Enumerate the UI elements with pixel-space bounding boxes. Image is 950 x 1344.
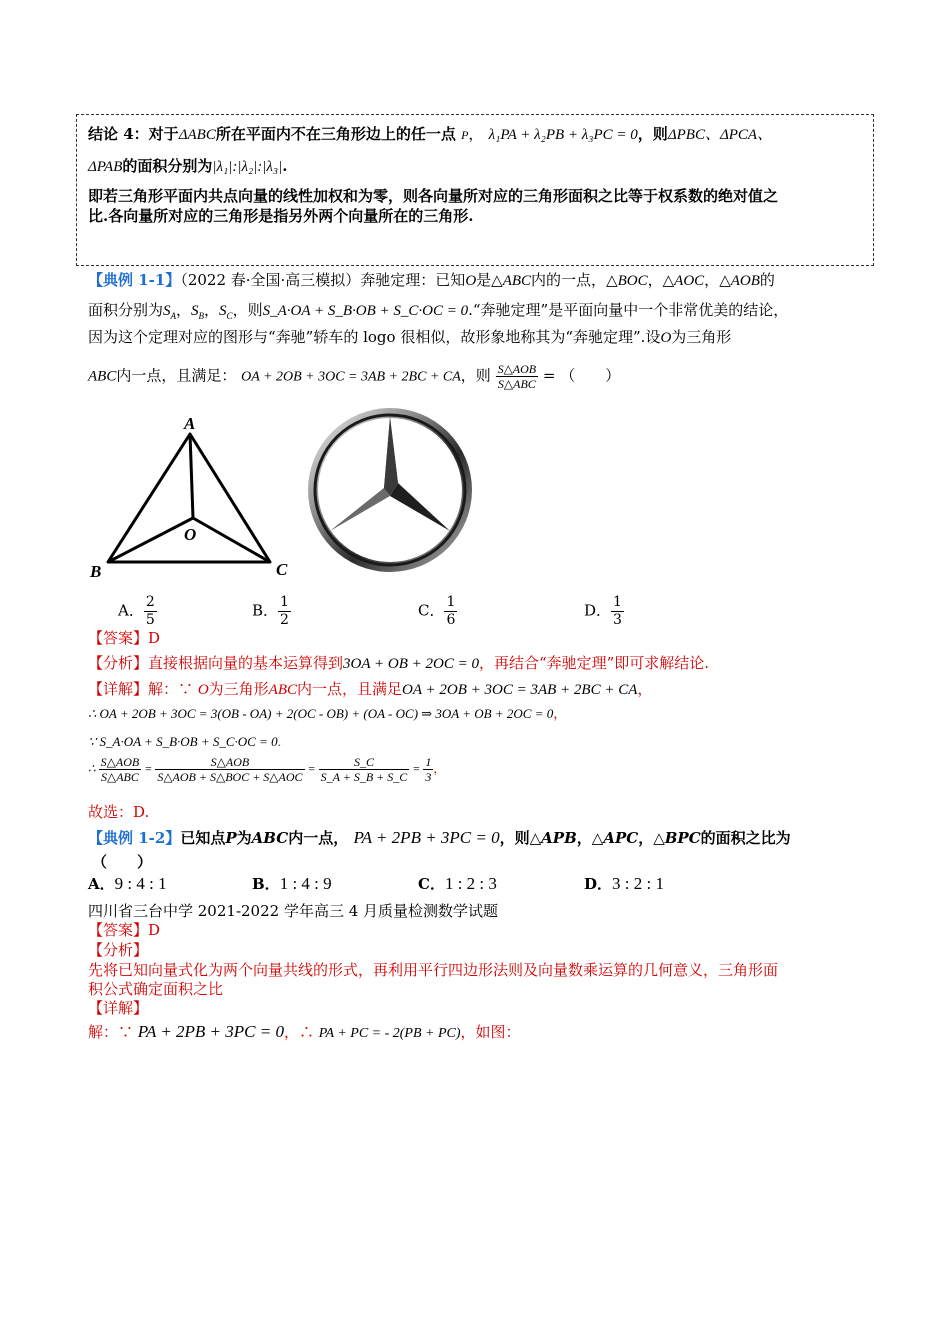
- label-c: C: [276, 560, 288, 579]
- example1-step-1: ∴ OA + 2OB + 3OC = 3(OB - OA) + 2(OC - OB) + (OA - OC) ⇒ 3OA + OB + 2OC = 0，: [88, 706, 567, 721]
- example2-option-b[interactable]: B．1 : 4 : 9: [252, 874, 332, 893]
- example2-question: 【典例 1-2】已知点P为ABC内一点， PA + 2PB + 3PC = 0，则△APB，△APC，△BPC的面积之比为: [88, 828, 791, 847]
- example1-ratio-fraction: $\frac{\text{S△AOB}}{\text{S△ABC}}$: [497, 362, 537, 391]
- example2-detail-tag: 【详解】: [88, 999, 149, 1017]
- example2-tag: 【典例 1-2】: [88, 829, 181, 847]
- segment-ao: [190, 434, 193, 518]
- segment-co: [193, 518, 270, 562]
- example1-option-b[interactable]: B． $\frac{1}{2}$: [252, 594, 289, 628]
- example1-answer: 【答案】D: [88, 629, 161, 647]
- example1-option-d[interactable]: D． $\frac{1}{3}$: [584, 594, 622, 628]
- example1-detail: 【详解】解：∵ O为三角形ABC内一点，且满足OA + 2OB + 3OC = 3AB + 2BC + CA，: [88, 680, 653, 698]
- example1-step-2: ∵ S_A·OA + S_B·OB + S_C·OC = 0.: [88, 734, 281, 749]
- example2-answer: 【答案】D: [88, 921, 161, 939]
- conclusion-line-4: 比.各向量所对应的三角形是指另外两个向量所在的三角形.: [88, 207, 474, 225]
- example2-analysis-tag: 【分析】: [88, 941, 149, 959]
- example1-choose: 故选：D.: [88, 803, 150, 821]
- example1-step-3: ∴ $\frac{\text{S△AOB}}{\text{S△ABC}}$ = $\frac{\text{S△AOB}}{\text{S△AOB + S△BOC + S△AOC}}$ = $\frac{S\_C}{S\_A + S\_B + S\_C}$ = $\frac{1}{3}$ ，: [88, 755, 446, 784]
- triangle-figure: [86, 410, 296, 585]
- example2-analysis-line-1: 先将已知向量式化为两个向量共线的形式，再利用平行四边形法则及向量数乘运算的几何意义，三角形面: [88, 961, 779, 979]
- example2-option-a[interactable]: A．9 : 4 : 1: [88, 874, 167, 893]
- benz-logo-icon: [300, 403, 480, 578]
- conclusion-line-1: 结论 4：对于ΔABC所在平面内不在三角形边上的任一点 P， λ₁PA + λ₂PB + λ₃PC = 0，则ΔPBC、ΔPCA、: [88, 125, 773, 143]
- label-b: B: [90, 562, 102, 581]
- conclusion-line-3: 即若三角形平面内共点向量的线性加权和为零，则各向量所对应的三角形面积之比等于权系数的绝对值之: [88, 187, 779, 205]
- label-o: O: [184, 525, 197, 544]
- example1-line-1: 【典例 1-1】（2022 春·全国·高三模拟）奔驰定理：已知O是△ABC内的一点，△BOC，△AOC，△AOB的: [88, 271, 775, 289]
- example1-option-c[interactable]: C． $\frac{1}{6}$: [418, 594, 456, 628]
- example1-line-2: 面积分别为$S_A$，$S_B$，$S_C$，则S_A·OA + S_B·OB + S_C·OC = 0.“奔驰定理”是平面向量中一个非常优美的结论，: [88, 301, 789, 321]
- example1-option-a[interactable]: A． $\frac{2}{5}$: [118, 594, 155, 628]
- example2-option-c[interactable]: C．1 : 2 : 3: [418, 874, 497, 893]
- example2-analysis-line-2: 积公式确定面积之比: [88, 980, 224, 998]
- example2-detail: 解：∵ PA + 2PB + 3PC = 0，∴ PA + PC = - 2(PB + PC)，如图：: [88, 1022, 521, 1041]
- example1-line-3: 因为这个定理对应的图形与“奔驰”轿车的 logo 很相似，故形象地称其为“奔驰定理”.设O为三角形: [88, 328, 732, 346]
- example1-tag: 【典例 1-1】: [88, 271, 181, 289]
- label-a: A: [184, 414, 196, 433]
- example2-paren: （ ）: [92, 853, 153, 871]
- example2-option-d[interactable]: D．3 : 2 : 1: [584, 874, 664, 893]
- example1-analysis: 【分析】直接根据向量的基本运算得到3OA + OB + 2OC = 0，再结合“奔驰定理”即可求解结论.: [88, 654, 710, 672]
- example1-line-4: ABC内一点，且满足： OA + 2OB + 3OC = 3AB + 2BC + CA，则 $\frac{\text{S△AOB}}{\text{S△ABC}}$ = （ ）: [88, 362, 621, 391]
- conclusion-line-2: ΔPAB的面积分别为|λ₁|:|λ₂|:|λ₃|.: [88, 157, 288, 175]
- example2-source: 四川省三台中学 2021-2022 学年高三 4 月质量检测数学试题: [88, 902, 499, 920]
